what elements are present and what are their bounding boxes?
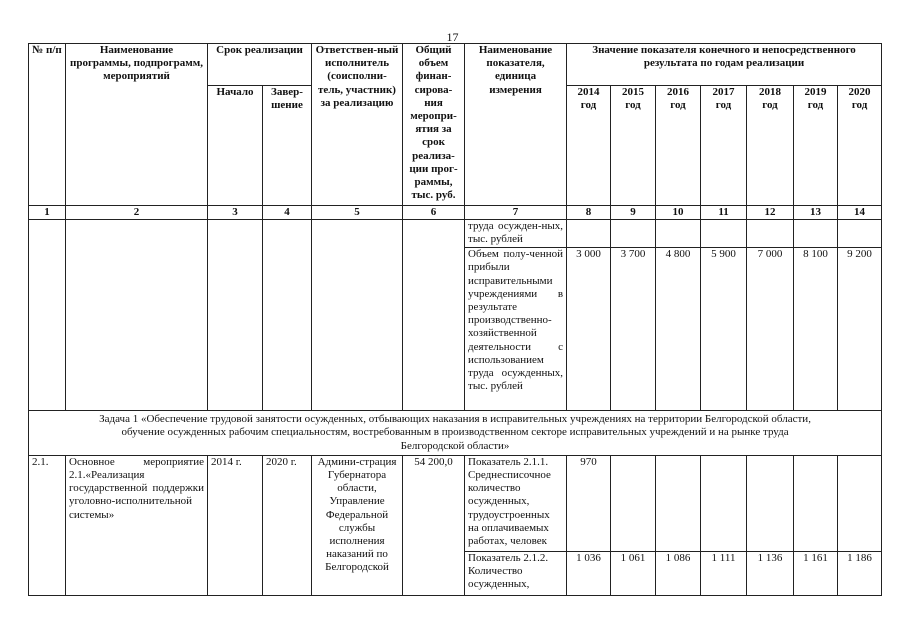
header-executor: Ответствен-ный исполнитель (соисполни-тель, участник) за реализацию [312, 44, 403, 206]
indicators-table [28, 43, 882, 596]
index-cell: 2 [66, 206, 208, 220]
value-cell [794, 455, 838, 551]
value-cell: 1 036 [567, 551, 611, 595]
header-year-2019: 2019 год [794, 86, 838, 206]
index-cell: 3 [208, 206, 263, 220]
index-cell: 7 [465, 206, 567, 220]
table-row [29, 220, 882, 248]
index-cell: 6 [403, 206, 465, 220]
value-cell [747, 220, 794, 248]
event-executor: Админи-страция Губернатора области, Управление Федеральной службы исполнения наказаний по Белгородской [312, 455, 403, 595]
event-start: 2014 г. [208, 455, 263, 595]
value-cell [567, 220, 611, 248]
index-cell: 13 [794, 206, 838, 220]
empty-cell [29, 220, 66, 411]
indicator-cell: труда осужден-ных, тыс. рублей [465, 220, 567, 248]
header-period: Срок реализации [208, 44, 312, 86]
index-cell: 8 [567, 206, 611, 220]
value-cell: 3 700 [611, 248, 656, 411]
value-cell [611, 220, 656, 248]
empty-cell [403, 220, 465, 411]
value-cell: 1 136 [747, 551, 794, 595]
value-cell [838, 220, 882, 248]
header-no: № п/п [29, 44, 66, 206]
header-year-2017: 2017 год [701, 86, 747, 206]
table-row [29, 411, 882, 456]
value-cell [701, 220, 747, 248]
value-cell: 1 061 [611, 551, 656, 595]
index-cell: 11 [701, 206, 747, 220]
value-cell: 7 000 [747, 248, 794, 411]
header-start: Начало [208, 86, 263, 206]
value-cell: 1 111 [701, 551, 747, 595]
header-end: Завер-шение [263, 86, 312, 206]
value-cell [838, 455, 882, 551]
empty-cell [66, 220, 208, 411]
value-cell: 1 161 [794, 551, 838, 595]
event-total: 54 200,0 [403, 455, 465, 595]
empty-cell [263, 220, 312, 411]
indicator-cell: Объем полу-ченной прибыли исправительными учреждениями в результате производственно-хозяйственной деятельности с использованием труда осужденных, тыс. рублей [465, 248, 567, 411]
header-indicator: Наименование показателя, единица измерения [465, 44, 567, 206]
value-cell [611, 455, 656, 551]
header-year-2014: 2014 год [567, 86, 611, 206]
value-cell: 970 [567, 455, 611, 551]
value-cell: 5 900 [701, 248, 747, 411]
header-values: Значение показателя конечного и непосредственного результата по годам реализации [567, 44, 882, 86]
value-cell [701, 455, 747, 551]
index-cell: 14 [838, 206, 882, 220]
value-cell [656, 220, 701, 248]
page-number: 17 [446, 30, 459, 44]
value-cell: 3 000 [567, 248, 611, 411]
index-cell: 9 [611, 206, 656, 220]
empty-cell [208, 220, 263, 411]
value-cell [747, 455, 794, 551]
index-cell: 10 [656, 206, 701, 220]
empty-cell [312, 220, 403, 411]
header-year-2020: 2020 год [838, 86, 882, 206]
value-cell: 1 186 [838, 551, 882, 595]
value-cell: 4 800 [656, 248, 701, 411]
header-year-2016: 2016 год [656, 86, 701, 206]
index-cell: 12 [747, 206, 794, 220]
index-cell: 1 [29, 206, 66, 220]
table-row [29, 455, 882, 551]
value-cell [794, 220, 838, 248]
header-name: Наименование программы, подпрограмм, мероприятий [66, 44, 208, 206]
indicator-cell: Показатель 2.1.2. Количество осужденных, [465, 551, 567, 595]
indicator-cell: Показатель 2.1.1. Среднесписочное количество осужденных, трудоустроенных на оплачиваемых работах, человек [465, 455, 567, 551]
header-total: Общий объем финан-сирова-ния меропри-ятия за срок реализа-ции прог-раммы, тыс. руб. [403, 44, 465, 206]
index-cell: 4 [263, 206, 312, 220]
task-heading: Задача 1 «Обеспечение трудовой занятости осужденных, отбывающих наказания в исправительных учреждениях на территории Белгородской области, обучение осужденных рабочим специальностям, востребованным в производственном секторе исправительных учреждений и на рынке труда Белгородской области» [29, 411, 882, 456]
event-name: Основное мероприятие 2.1.«Реализация государственной поддержки уголовно-исполнительной системы» [66, 455, 208, 595]
event-end: 2020 г. [263, 455, 312, 595]
value-cell: 1 086 [656, 551, 701, 595]
event-number: 2.1. [29, 455, 66, 595]
header-year-2015: 2015 год [611, 86, 656, 206]
index-cell: 5 [312, 206, 403, 220]
value-cell [656, 455, 701, 551]
header-year-2018: 2018 год [747, 86, 794, 206]
value-cell: 9 200 [838, 248, 882, 411]
value-cell: 8 100 [794, 248, 838, 411]
